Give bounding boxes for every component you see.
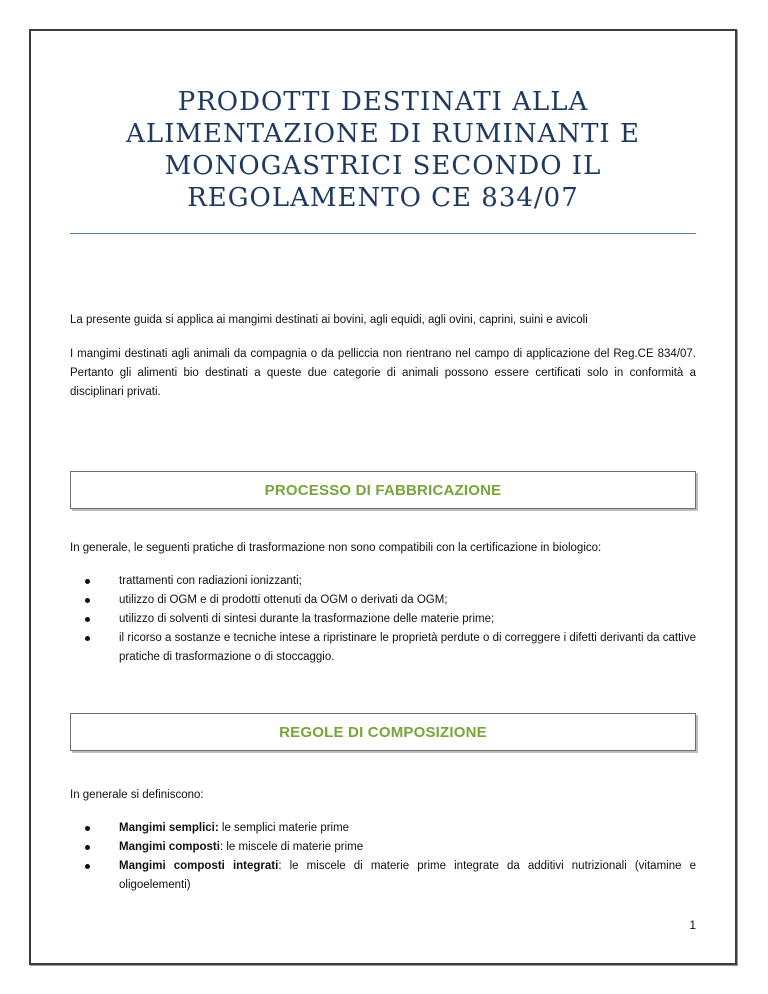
section-intro: In generale si definiscono: (70, 789, 204, 801)
list-item: utilizzo di OGM e di prodotti ottenuti da OGM o derivati da OGM; (70, 591, 696, 610)
definition-text: : le miscele di materie prime integrate da additivi nutrizionali (vitamine e oligoelementi) (119, 860, 696, 891)
list-item: trattamenti con radiazioni ionizzanti; (70, 572, 696, 591)
section-heading: PROCESSO DI FABBRICAZIONE (264, 481, 502, 499)
definition-term: Mangimi composti integrati (119, 860, 279, 872)
document-title (70, 86, 696, 214)
definition-term: Mangimi composti (119, 841, 220, 853)
section-intro: In generale, le seguenti pratiche di trasformazione non sono compatibili con la certificazione in biologico: (70, 542, 602, 554)
bullet-list (70, 572, 696, 667)
list-item (70, 838, 696, 857)
definition-text: le semplici materie prime (218, 822, 350, 834)
section-heading: REGOLE DI COMPOSIZIONE (279, 723, 487, 741)
title-divider (70, 233, 696, 234)
definition-separator: : (214, 822, 219, 834)
list-item (70, 857, 696, 895)
definition-term: Mangimi semplici (119, 822, 215, 834)
scope-paragraph: La presente guida si applica ai mangimi destinati ai bovini, agli equidi, agli ovini, caprini, suini e avicoli (70, 314, 588, 326)
list-item: utilizzo di solventi di sintesi durante la trasformazione delle materie prime; (70, 610, 696, 629)
section-heading-box (70, 471, 696, 509)
page-number: 1 (689, 918, 696, 932)
title-line: ALIMENTAZIONE DI RUMINANTI E (126, 119, 640, 149)
definition-text: : le miscele di materie prime (219, 841, 364, 853)
list-item (70, 819, 696, 838)
title-line: MONOGASTRICI SECONDO IL (164, 151, 602, 181)
title-line: REGOLAMENTO CE 834/07 (187, 183, 579, 213)
title-line: PRODOTTI DESTINATI ALLA (177, 87, 589, 117)
exclusion-paragraph: I mangimi destinati agli animali da compagnia o da pelliccia non rientrano nel campo di applicazione del Reg.CE 834/07. Pertanto gli alimenti bio destinati a queste due categorie di animali possono essere certificati solo in conformità a disciplinari privati. (70, 348, 696, 398)
definition-list (70, 819, 696, 895)
section-heading-box (70, 713, 696, 751)
list-item: il ricorso a sostanze e tecniche intese a ripristinare le proprietà perdute o di correggere i difetti derivanti da cattive pratiche di trasformazione o di stoccaggio. (70, 629, 696, 667)
